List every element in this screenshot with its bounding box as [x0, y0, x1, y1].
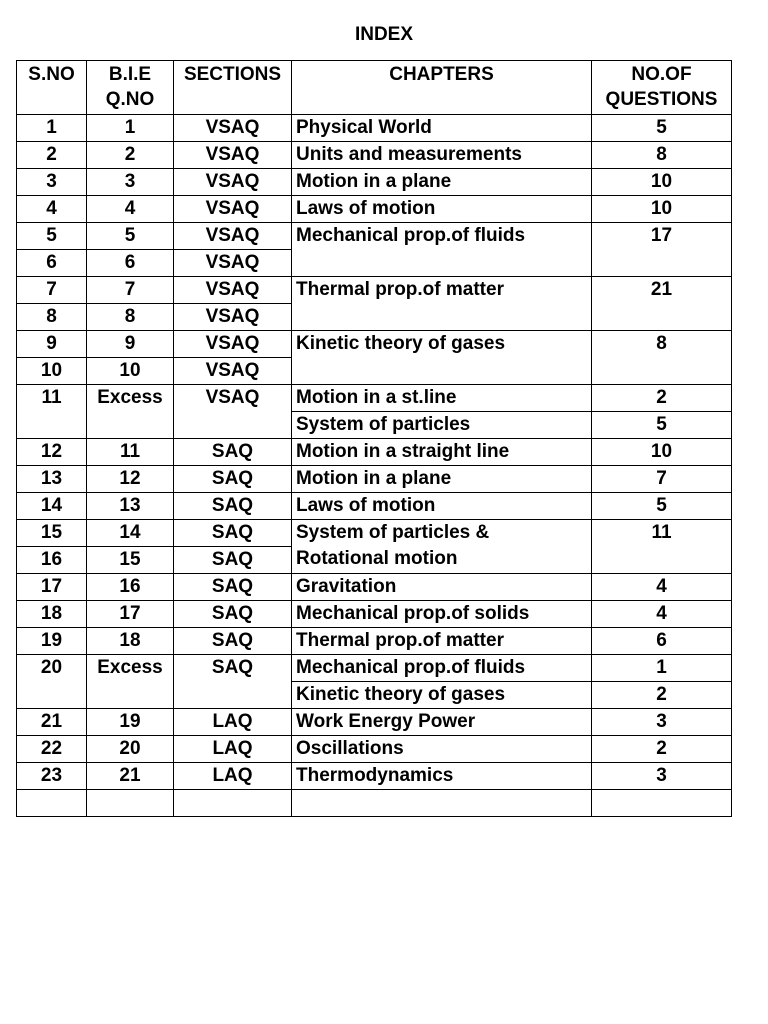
- sno-cell: 22: [17, 736, 87, 763]
- table-row: [17, 709, 732, 736]
- bie-qno-cell: 14: [87, 520, 174, 547]
- question-count-cell: 17: [592, 223, 732, 277]
- question-count-cell: 7: [592, 466, 732, 493]
- question-count-cell: 4: [592, 601, 732, 628]
- section-cell: SAQ: [174, 574, 292, 601]
- section-cell: LAQ: [174, 763, 292, 790]
- sno-cell: 18: [17, 601, 87, 628]
- chapter-cell: Mechanical prop.of fluids: [292, 655, 592, 682]
- question-count-cell: 10: [592, 169, 732, 196]
- sno-cell: 12: [17, 439, 87, 466]
- header-noq-line1: NO.OF: [631, 64, 692, 85]
- section-cell: VSAQ: [174, 169, 292, 196]
- sno-cell: 6: [17, 250, 87, 277]
- bie-qno-cell: 5: [87, 223, 174, 250]
- bie-qno-cell: 4: [87, 196, 174, 223]
- section-cell: VSAQ: [174, 223, 292, 250]
- bie-qno-cell: 8: [87, 304, 174, 331]
- section-cell: SAQ: [174, 493, 292, 520]
- question-count-cell: 10: [592, 196, 732, 223]
- chapter-cell: [292, 520, 592, 574]
- section-cell: VSAQ: [174, 250, 292, 277]
- question-count-cell: 2: [592, 682, 732, 709]
- bie-qno-cell: 19: [87, 709, 174, 736]
- chapter-cell: Gravitation: [292, 574, 592, 601]
- table-row: [17, 655, 732, 682]
- chapter-cell: Thermal prop.of matter: [292, 628, 592, 655]
- chapter-cell: Kinetic theory of gases: [292, 682, 592, 709]
- chapter-cell: Oscillations: [292, 736, 592, 763]
- header-noq-line2: QUESTIONS: [605, 89, 718, 110]
- question-count-cell: 2: [592, 385, 732, 412]
- bie-qno-cell: 16: [87, 574, 174, 601]
- table-row: [17, 493, 732, 520]
- sno-cell: 15: [17, 520, 87, 547]
- chapter-cell: Work Energy Power: [292, 709, 592, 736]
- chapter-cell: Motion in a plane: [292, 169, 592, 196]
- bie-qno-cell: 6: [87, 250, 174, 277]
- chapter-line: Rotational motion: [296, 548, 458, 569]
- section-cell: VSAQ: [174, 385, 292, 439]
- table-row: [17, 628, 732, 655]
- chapter-cell: Physical World: [292, 115, 592, 142]
- chapter-cell: Laws of motion: [292, 196, 592, 223]
- table-row: [17, 736, 732, 763]
- header-sections: SECTIONS: [174, 61, 292, 115]
- section-cell: VSAQ: [174, 304, 292, 331]
- header-bie-line2: Q.NO: [105, 89, 155, 110]
- chapter-cell: Motion in a straight line: [292, 439, 592, 466]
- section-cell: SAQ: [174, 547, 292, 574]
- chapter-cell: System of particles: [292, 412, 592, 439]
- question-count-cell: 5: [592, 493, 732, 520]
- bie-qno-cell: 17: [87, 601, 174, 628]
- section-cell: SAQ: [174, 628, 292, 655]
- question-count-cell: 21: [592, 277, 732, 331]
- section-cell: SAQ: [174, 601, 292, 628]
- bie-qno-cell: 3: [87, 169, 174, 196]
- table-row: [17, 763, 732, 790]
- table-row: [17, 520, 732, 547]
- header-sno: S.NO: [17, 61, 87, 115]
- header-bie-qno: [87, 61, 174, 115]
- sno-cell: 3: [17, 169, 87, 196]
- bie-qno-cell: 13: [87, 493, 174, 520]
- chapter-line: System of particles &: [296, 522, 490, 543]
- table-row: [17, 385, 732, 412]
- section-cell: VSAQ: [174, 115, 292, 142]
- bie-qno-cell: 15: [87, 547, 174, 574]
- table-row: [17, 223, 732, 250]
- question-count-cell: 3: [592, 709, 732, 736]
- sno-cell: 13: [17, 466, 87, 493]
- bie-qno-cell: 9: [87, 331, 174, 358]
- question-count-cell: 8: [592, 142, 732, 169]
- sno-cell: 16: [17, 547, 87, 574]
- index-table: [16, 60, 732, 817]
- empty-row: [17, 790, 732, 817]
- sno-cell: 8: [17, 304, 87, 331]
- page-title: INDEX: [354, 24, 414, 45]
- table-row: [17, 574, 732, 601]
- chapter-cell: Mechanical prop.of fluids: [292, 223, 592, 277]
- sno-cell: 20: [17, 655, 87, 709]
- question-count-cell: 2: [592, 736, 732, 763]
- question-count-cell: 1: [592, 655, 732, 682]
- chapter-cell: Thermodynamics: [292, 763, 592, 790]
- sno-cell: 21: [17, 709, 87, 736]
- section-cell: VSAQ: [174, 358, 292, 385]
- table-row: [17, 196, 732, 223]
- section-cell: SAQ: [174, 520, 292, 547]
- sno-cell: 14: [17, 493, 87, 520]
- chapter-cell: Motion in a st.line: [292, 385, 592, 412]
- bie-qno-cell: 2: [87, 142, 174, 169]
- question-count-cell: 8: [592, 331, 732, 385]
- table-row: [17, 439, 732, 466]
- table-row: [17, 277, 732, 304]
- chapter-cell: Mechanical prop.of solids: [292, 601, 592, 628]
- sno-cell: 23: [17, 763, 87, 790]
- header-row: [17, 61, 732, 115]
- empty-cell: [292, 790, 592, 817]
- section-cell: SAQ: [174, 655, 292, 709]
- question-count-cell: 10: [592, 439, 732, 466]
- question-count-cell: 6: [592, 628, 732, 655]
- header-chapters: CHAPTERS: [292, 61, 592, 115]
- section-cell: SAQ: [174, 466, 292, 493]
- bie-qno-cell: 18: [87, 628, 174, 655]
- table-row: [17, 115, 732, 142]
- question-count-cell: 5: [592, 115, 732, 142]
- bie-qno-cell: 20: [87, 736, 174, 763]
- section-cell: VSAQ: [174, 142, 292, 169]
- section-cell: LAQ: [174, 709, 292, 736]
- bie-qno-cell: Excess: [87, 385, 174, 439]
- empty-cell: [174, 790, 292, 817]
- empty-cell: [87, 790, 174, 817]
- question-count-cell: 3: [592, 763, 732, 790]
- chapter-cell: Units and measurements: [292, 142, 592, 169]
- table-row: [17, 142, 732, 169]
- sno-cell: 19: [17, 628, 87, 655]
- bie-qno-cell: 1: [87, 115, 174, 142]
- section-cell: SAQ: [174, 439, 292, 466]
- bie-qno-cell: 7: [87, 277, 174, 304]
- chapter-cell: Kinetic theory of gases: [292, 331, 592, 385]
- chapter-cell: Motion in a plane: [292, 466, 592, 493]
- bie-qno-cell: 12: [87, 466, 174, 493]
- bie-qno-cell: Excess: [87, 655, 174, 709]
- question-count-cell: 11: [592, 520, 732, 574]
- sno-cell: 2: [17, 142, 87, 169]
- header-bie-line1: B.I.E: [108, 64, 152, 85]
- section-cell: LAQ: [174, 736, 292, 763]
- question-count-cell: 5: [592, 412, 732, 439]
- sno-cell: 9: [17, 331, 87, 358]
- header-no-of-questions: [592, 61, 732, 115]
- sno-cell: 11: [17, 385, 87, 439]
- bie-qno-cell: 21: [87, 763, 174, 790]
- question-count-cell: 4: [592, 574, 732, 601]
- table-row: [17, 331, 732, 358]
- chapter-cell: Laws of motion: [292, 493, 592, 520]
- table-row: [17, 601, 732, 628]
- sno-cell: 4: [17, 196, 87, 223]
- section-cell: VSAQ: [174, 277, 292, 304]
- sno-cell: 7: [17, 277, 87, 304]
- sno-cell: 5: [17, 223, 87, 250]
- empty-cell: [17, 790, 87, 817]
- chapter-cell: Thermal prop.of matter: [292, 277, 592, 331]
- table-row: [17, 466, 732, 493]
- section-cell: VSAQ: [174, 331, 292, 358]
- section-cell: VSAQ: [174, 196, 292, 223]
- bie-qno-cell: 10: [87, 358, 174, 385]
- table-row: [17, 169, 732, 196]
- sno-cell: 1: [17, 115, 87, 142]
- sno-cell: 10: [17, 358, 87, 385]
- sno-cell: 17: [17, 574, 87, 601]
- bie-qno-cell: 11: [87, 439, 174, 466]
- empty-cell: [592, 790, 732, 817]
